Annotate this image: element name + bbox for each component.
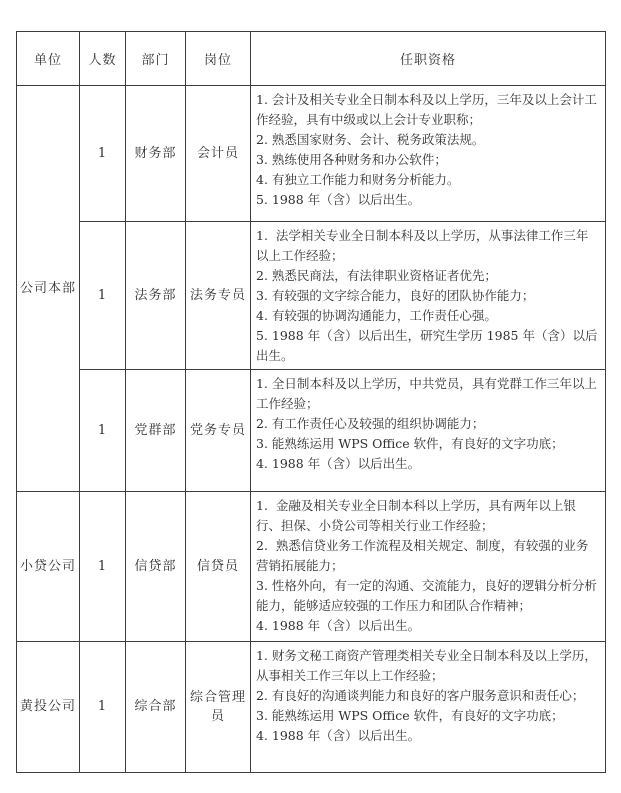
count-cell: 1 bbox=[80, 222, 126, 370]
qualification-line: 3. 有较强的文字综合能力，良好的团队协作能力； bbox=[256, 288, 535, 303]
department-cell: 信贷部 bbox=[126, 492, 186, 642]
qualifications-cell bbox=[251, 492, 606, 642]
table-row bbox=[17, 222, 606, 370]
qualification-line: 3. 性格外向，有一定的沟通、交流能力，良好的逻辑分析分析能力，能够适应较强的工作压力和团队合作精神； bbox=[256, 578, 597, 613]
count-cell: 1 bbox=[80, 86, 126, 222]
unit-cell: 公司本部 bbox=[17, 86, 80, 492]
qualification-line: 2. 熟悉国家财务、会计、税务政策法规。 bbox=[256, 132, 485, 147]
qualification-line: 5. 1988 年（含）以后出生。 bbox=[256, 192, 421, 207]
qualification-line: 3. 能熟练运用 WPS Office 软件，有良好的文字功底； bbox=[256, 708, 564, 723]
qualification-line: 1. 会计及相关专业全日制本科及以上学历，三年及以上会计工作经验，具有中级或以上会计专业职称； bbox=[256, 92, 597, 127]
header-department: 部门 bbox=[126, 32, 186, 86]
qualification-line: 2. 熟悉民商法，有法律职业资格证者优先； bbox=[256, 268, 497, 283]
department-cell: 财务部 bbox=[126, 86, 186, 222]
header-qualifications: 任职资格 bbox=[251, 32, 606, 86]
table-row bbox=[17, 86, 606, 222]
qualifications-cell bbox=[251, 222, 606, 370]
qualification-line: 1. 法学相关专业全日制本科及以上学历，从事法律工作三年以上工作经验； bbox=[256, 228, 589, 263]
count-cell: 1 bbox=[80, 370, 126, 492]
qualification-line: 2. 熟悉信贷业务工作流程及相关规定、制度，有较强的业务营销拓展能力； bbox=[256, 538, 589, 573]
position-cell: 信贷员 bbox=[186, 492, 251, 642]
qualifications-cell bbox=[251, 86, 606, 222]
qualification-line: 4. 1988 年（含）以后出生。 bbox=[256, 618, 421, 633]
table-header-row bbox=[17, 32, 606, 86]
unit-cell: 黄投公司 bbox=[17, 642, 80, 773]
count-cell: 1 bbox=[80, 492, 126, 642]
position-cell: 会计员 bbox=[186, 86, 251, 222]
qualification-line: 4. 有独立工作能力和财务分析能力。 bbox=[256, 172, 460, 187]
table-row bbox=[17, 642, 606, 773]
qualification-line: 3. 熟练使用各种财务和办公软件； bbox=[256, 152, 447, 167]
qualification-line: 1. 金融及相关专业全日制本科以上学历，具有两年以上银行、担保、小贷公司等相关行业工作经验； bbox=[256, 498, 576, 533]
qualification-line: 1. 全日制本科及以上学历，中共党员，具有党群工作三年以上工作经验； bbox=[256, 376, 597, 411]
position-cell: 综合管理员 bbox=[186, 642, 251, 773]
qualification-line: 4. 1988 年（含）以后出生。 bbox=[256, 728, 421, 743]
qualification-line: 5. 1988 年（含）以后出生，研究生学历 1985 年（含）以后出生。 bbox=[256, 328, 598, 363]
qualification-line: 2. 有工作责任心及较强的组织协调能力； bbox=[256, 416, 485, 431]
qualification-line: 3. 能熟练运用 WPS Office 软件，有良好的文字功底； bbox=[256, 436, 564, 451]
qualifications-cell bbox=[251, 370, 606, 492]
qualifications-cell bbox=[251, 642, 606, 773]
qualification-line: 1. 财务文秘工商资产管理类相关专业全日制本科及以上学历，从事相关工作三年以上工作经验； bbox=[256, 648, 597, 683]
header-position: 岗位 bbox=[186, 32, 251, 86]
header-count: 人数 bbox=[80, 32, 126, 86]
qualification-line: 4. 1988 年（含）以后出生。 bbox=[256, 456, 421, 471]
table-row bbox=[17, 370, 606, 492]
department-cell: 综合部 bbox=[126, 642, 186, 773]
header-unit: 单位 bbox=[17, 32, 80, 86]
qualification-line: 2. 有良好的沟通谈判能力和良好的客户服务意识和责任心； bbox=[256, 688, 585, 703]
table-row bbox=[17, 492, 606, 642]
department-cell: 党群部 bbox=[126, 370, 186, 492]
count-cell: 1 bbox=[80, 642, 126, 773]
position-cell: 法务专员 bbox=[186, 222, 251, 370]
department-cell: 法务部 bbox=[126, 222, 186, 370]
position-cell: 党务专员 bbox=[186, 370, 251, 492]
qualification-line: 4. 有较强的协调沟通能力，工作责任心强。 bbox=[256, 308, 497, 323]
unit-cell: 小贷公司 bbox=[17, 492, 80, 642]
recruitment-table bbox=[16, 31, 606, 773]
